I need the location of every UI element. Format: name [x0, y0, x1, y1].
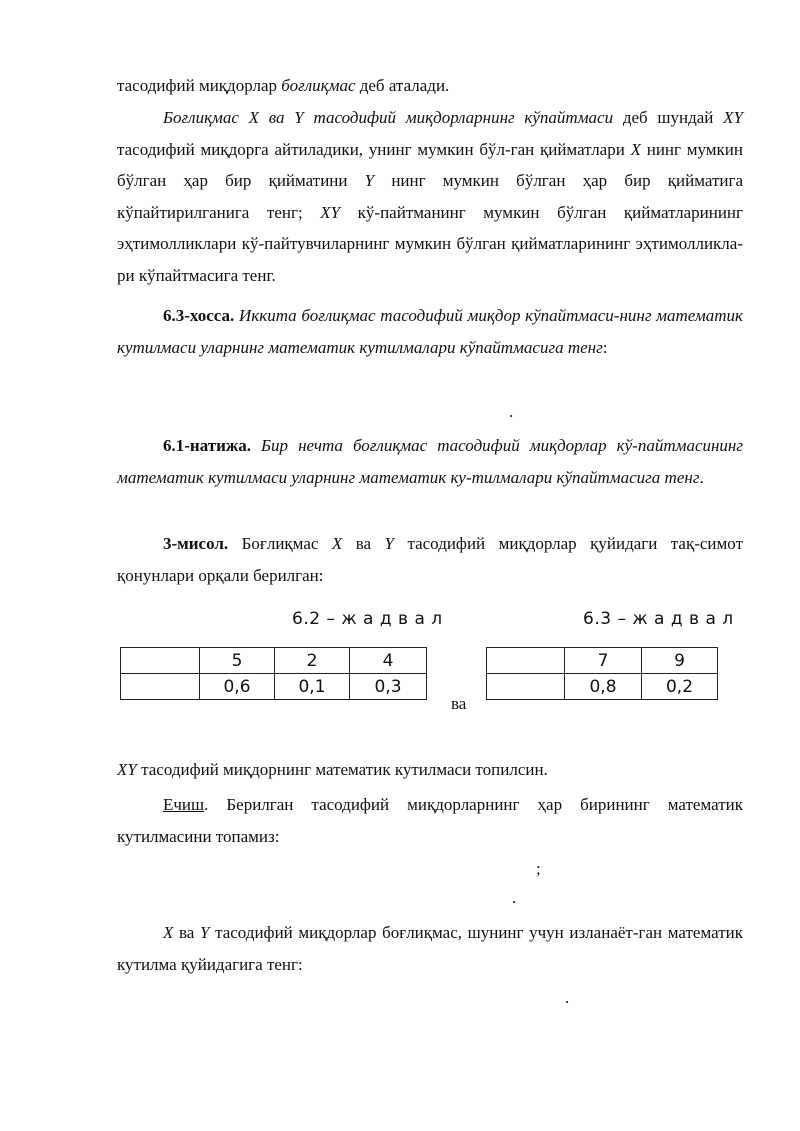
table-cell: 0,6 — [200, 674, 275, 700]
table-row-values — [487, 648, 718, 674]
var-xy: XY — [117, 760, 137, 779]
var-y: Y — [199, 923, 210, 942]
formula-placeholder-semicolon: ; — [536, 859, 541, 878]
formula-placeholder-dot: . — [512, 888, 517, 907]
table-cell: 9 — [642, 648, 718, 674]
corollary-label: 6.1-натижа. — [163, 436, 251, 455]
connector-word: ва — [451, 694, 467, 713]
property-label: 6.3-хосса. — [163, 306, 235, 325]
var-xy: XY — [723, 108, 743, 127]
table-6-3 — [486, 647, 718, 700]
table-cell: 0,3 — [350, 674, 427, 700]
table-cell: 7 — [565, 648, 642, 674]
corollary-text: Бир нечта боғлиқмас тасодифий миқдорлар кў-пайтмасининг математик кутилмаси уларнинг математик ку-тилмалари кўпайтмасига тенг — [117, 436, 743, 487]
formula-placeholder-dot: . — [509, 402, 514, 421]
text: . Берилган тасодифий миқдорларнинг ҳар бирининг математик кутилмасини топамиз: — [117, 795, 743, 846]
table-cell: 2 — [275, 648, 350, 674]
var-xy: XY — [320, 202, 341, 222]
corollary-6-1 — [117, 430, 743, 493]
table-cell-empty — [487, 674, 565, 700]
text: тасодифий миқдорлар боғлиқмас, шунинг учун изланаёт-ган математик кутилма қуйидагига тенг: — [117, 923, 743, 974]
text: деб шундай — [613, 108, 724, 127]
term-independent: боғлиқмас — [281, 76, 356, 95]
table-cell: 5 — [200, 648, 275, 674]
definition-term: Боғлиқмас X ва Y тасодифий миқдорларнинг кўпайтмаси — [163, 108, 614, 127]
var-y: Y — [364, 171, 375, 190]
table-cell-empty — [487, 648, 565, 674]
table-cell: 0,2 — [642, 674, 718, 700]
var-x: X — [331, 534, 343, 553]
table-cell: 4 — [350, 648, 427, 674]
text: : — [602, 337, 608, 357]
task-statement — [117, 754, 743, 786]
text: тасодифий миқдорлар — [117, 76, 282, 95]
example-label: 3-мисол. — [163, 534, 229, 553]
paragraph-definition — [117, 102, 743, 291]
table-row-probabilities — [121, 674, 427, 700]
example-3 — [117, 528, 743, 591]
var-x: X — [630, 139, 641, 159]
text: нинг мумкин бўлган ҳар бир қийматига кўпайтирилганига тенг; — [117, 171, 743, 222]
text: Боғлиқмас — [228, 534, 332, 553]
table-6-2 — [120, 647, 427, 700]
solution-paragraph — [117, 789, 743, 852]
property-6-3 — [117, 300, 743, 363]
formula-placeholder-dot: . — [565, 988, 570, 1007]
text: ва — [342, 534, 385, 553]
table-cell-empty — [121, 648, 200, 674]
table-cell: 0,8 — [565, 674, 642, 700]
table-cell-empty — [121, 674, 200, 700]
text: кў-пайтманинг мумкин бўлган қийматларининг эҳтимолликлари кў-пайтувчиларнинг мумкин бўлган қийматларининг эҳтимолликла-ри кўпайтмасига тенг. — [117, 202, 744, 285]
solution-label: Ечиш — [163, 795, 205, 814]
conclusion-paragraph — [117, 917, 743, 980]
text: тасодифий миқдорлар қуйидаги тақ-симот қонунлари орқали берилган: — [117, 534, 743, 585]
table-row-probabilities — [487, 674, 718, 700]
text: деб аталади. — [355, 76, 450, 95]
table-6-2-caption: 6.2 – ж а д в а л — [292, 609, 443, 629]
paragraph-intro — [117, 70, 743, 102]
text: тасодифий миқдорнинг математик кутилмаси топилсин. — [136, 760, 548, 779]
text: . — [699, 467, 704, 487]
text: тасодифий миқдорга айтиладики, унинг мумкин бўл-ган қийматлари — [117, 139, 631, 159]
var-y: Y — [384, 534, 394, 553]
text: ва — [173, 923, 200, 942]
table-cell: 0,1 — [275, 674, 350, 700]
text: нинг мумкин бўлган ҳар бир қийматини — [117, 139, 743, 190]
property-text: Иккита боғлиқмас тасодифий миқдор кўпайтмаси-нинг математик кутилмаси уларнинг математик кутилмалари кўпайтмасига тенг — [117, 306, 743, 357]
var-x: X — [163, 923, 174, 942]
table-6-3-caption: 6.3 – ж а д в а л — [583, 609, 734, 629]
table-row-values — [121, 648, 427, 674]
